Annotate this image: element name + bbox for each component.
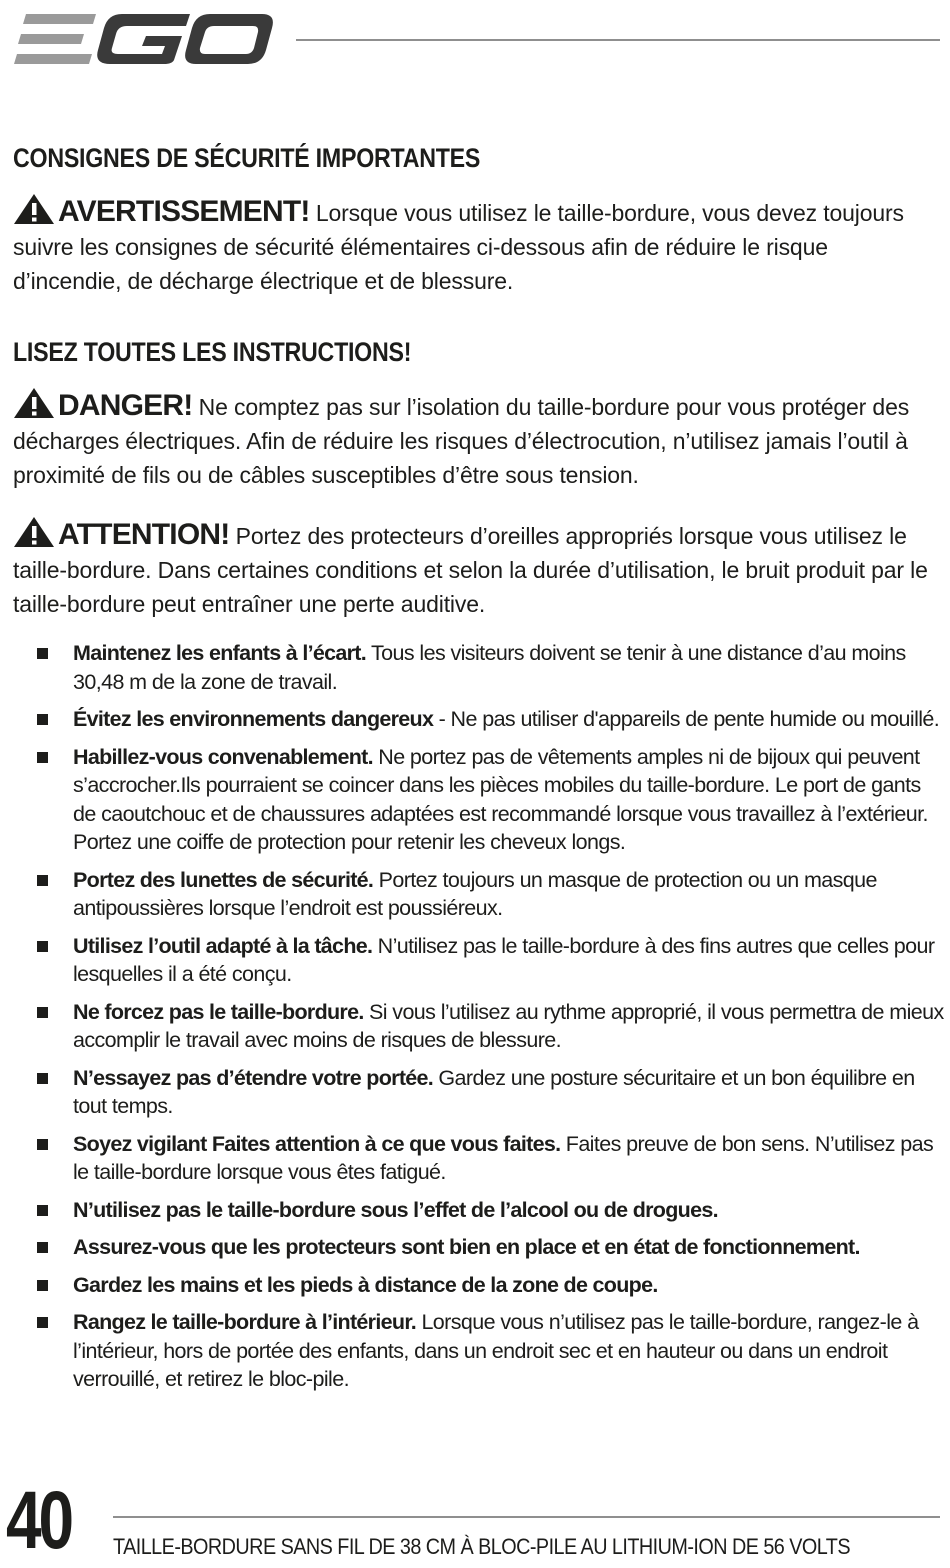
footer-rule [113, 1516, 940, 1518]
square-bullet-icon [37, 1317, 48, 1328]
warning-signal-word: AVERTISSEMENT! [58, 195, 310, 228]
warning-triangle-icon [13, 516, 55, 548]
list-item [37, 998, 947, 1055]
caution-text: Portez des protecteurs d’oreilles appropriés lorsque vous utilisez le taille-bordure. Dans certaines conditions et selon la durée d’utilisation, le bruit produit par le taille-bordure peut entraîner une perte auditive. [13, 523, 928, 617]
rule-title: Rangez le taille-bordure à l’intérieur. [73, 1310, 417, 1334]
square-bullet-icon [37, 875, 48, 886]
square-bullet-icon [37, 714, 48, 725]
square-bullet-icon [37, 1242, 48, 1253]
list-item [37, 932, 947, 989]
square-bullet-icon [37, 648, 48, 659]
list-item [37, 1130, 947, 1187]
rule-title: Gardez les mains et les pieds à distance de la zone de coupe. [73, 1272, 658, 1297]
rule-title: Habillez-vous convenablement. [73, 744, 373, 769]
section-title-read-instructions: LISEZ TOUTES LES INSTRUCTIONS! [13, 337, 412, 367]
rule-text: Gardez une posture sécuritaire et un bon équilibre en tout temps. [73, 1065, 915, 1118]
square-bullet-icon [37, 1007, 48, 1018]
page-number: 40 [6, 1475, 71, 1566]
list-item [37, 1271, 947, 1300]
rule-title: Ne forcez pas le taille-bordure. [73, 999, 364, 1024]
rule-text: Si vous l’utilisez au rythme approprié, il vous permettra de mieux accomplir le travail avec moins de risques de blessure. [73, 999, 944, 1052]
warning-triangle-icon [13, 387, 55, 419]
list-item [37, 1196, 947, 1225]
rule-title: Assurez-vous que les protecteurs sont bien en place et en état de fonctionnement. [73, 1235, 860, 1259]
rule-text: Lorsque vous n’utilisez pas le taille-bordure, rangez-le à l’intérieur, hors de portée des enfants, dans un endroit sec et en hauteur ou dans un endroit verrouillé, et retirez le bloc-pile. [73, 1310, 919, 1391]
header-rule [296, 39, 940, 41]
list-item [37, 1308, 947, 1394]
section-title-important-safety: CONSIGNES DE SÉCURITÉ IMPORTANTES [13, 143, 481, 173]
rule-title: N’essayez pas d’étendre votre portée. [73, 1065, 434, 1090]
square-bullet-icon [37, 1205, 48, 1216]
list-item [37, 705, 947, 734]
rule-title: Portez des lunettes de sécurité. [73, 867, 374, 892]
square-bullet-icon [37, 1280, 48, 1291]
page-footer [0, 1476, 950, 1568]
warning-block [13, 193, 941, 298]
rule-title: Utilisez l’outil adapté à la tâche. [73, 933, 373, 958]
list-item [37, 743, 947, 857]
safety-rules-list [37, 639, 947, 1394]
danger-text: Ne comptez pas sur l’isolation du taille-bordure pour vous protéger des décharges électriques. Afin de réduire les risques d’électrocution, n’utilisez jamais l’outil à proximité de fils ou de câbles susceptibles d’être sous tension. [13, 394, 910, 488]
list-item [37, 1233, 947, 1262]
rule-title: Maintenez les enfants à l’écart. [73, 641, 367, 665]
ego-logo [14, 12, 274, 68]
danger-signal-word: DANGER! [58, 389, 193, 422]
rule-text: Portez toujours un masque de protection ou un masque antipoussières lorsque l’endroit est poussiéreux. [73, 867, 877, 920]
caution-block [13, 516, 941, 621]
warning-text: Lorsque vous utilisez le taille-bordure, vous devez toujours suivre les consignes de sécurité élémentaires ci-dessous afin de réduire le risque d’incendie, de décharge électrique et de blessure. [13, 200, 904, 294]
page-content [13, 140, 944, 1403]
warning-triangle-icon [13, 193, 55, 225]
square-bullet-icon [37, 1073, 48, 1084]
rule-text: Faites preuve de bon sens. N’utilisez pas le taille-bordure lorsque vous êtes fatigué. [73, 1131, 934, 1184]
page-header [0, 0, 950, 80]
rule-text: N’utilisez pas le taille-bordure à des fins autres que celles pour lesquelles il a été conçu. [73, 933, 935, 986]
footer-product-title: TAILLE-BORDURE SANS FIL DE 38 CM À BLOC-PILE AU LITHIUM-ION DE 56 VOLTS [113, 1534, 850, 1559]
rule-title: N’utilisez pas le taille-bordure sous l’effet de l’alcool ou de drogues. [73, 1197, 718, 1222]
warning-lead [13, 193, 310, 230]
list-item [37, 866, 947, 923]
square-bullet-icon [37, 1139, 48, 1150]
danger-block [13, 387, 941, 492]
caution-signal-word: ATTENTION! [58, 518, 230, 551]
rule-text: Ne portez pas de vêtements amples ni de bijoux qui peuvent s’accrocher.Ils pourraient se coincer dans les pièces mobiles du taille-bordure. Le port de gants de caoutchouc et de chaussures adaptées est recommandé lorsque vous travaillez à l’extérieur. Portez une coiffe de protection pour retenir les cheveux longs. [73, 744, 928, 854]
rule-title: Évitez les environnements dangereux [73, 707, 434, 731]
list-item [37, 639, 947, 696]
danger-lead [13, 387, 192, 424]
caution-lead [13, 516, 229, 553]
rule-title: Soyez vigilant Faites attention à ce que vous faites. [73, 1131, 561, 1156]
square-bullet-icon [37, 752, 48, 763]
square-bullet-icon [37, 941, 48, 952]
list-item [37, 1064, 947, 1121]
rule-text: - Ne pas utiliser d'appareils de pente humide ou mouillé. [433, 707, 940, 731]
rule-text: Tous les visiteurs doivent se tenir à une distance d’au moins 30,48 m de la zone de travail. [73, 641, 906, 694]
